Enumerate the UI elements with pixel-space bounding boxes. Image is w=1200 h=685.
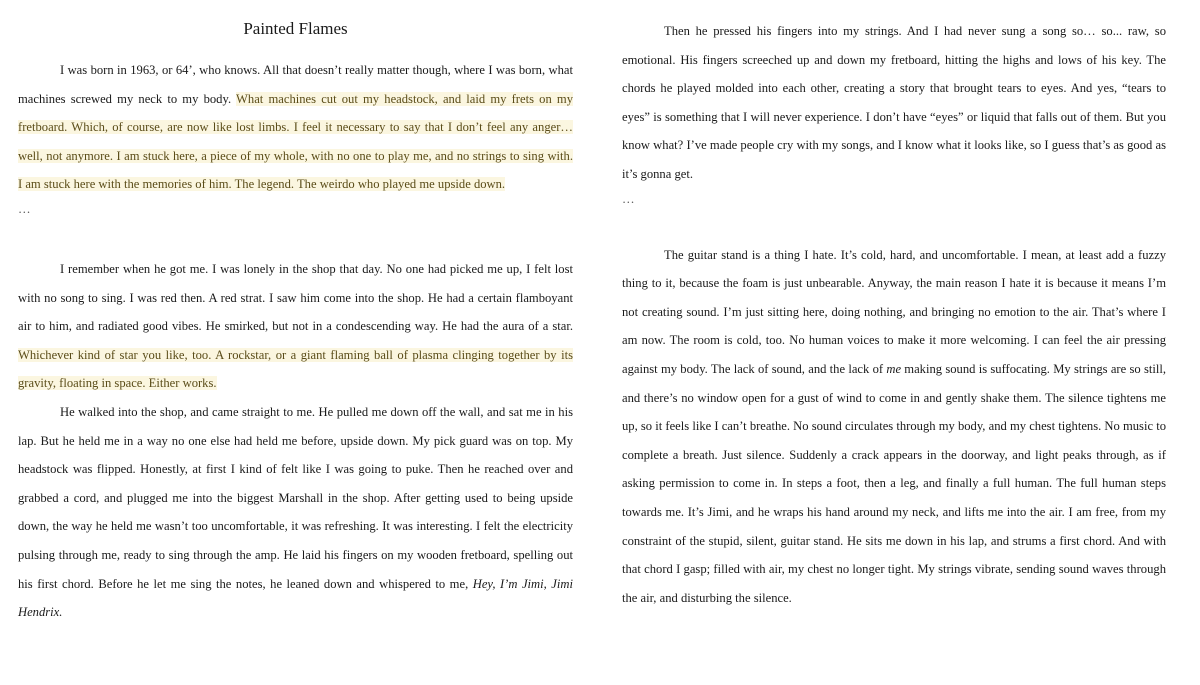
paragraph-2-highlight: Whichever kind of star you like, too. A rockstar, or a giant flaming ball of plasma clinging together by its gravity, floating in space. Either works. <box>18 347 573 391</box>
paragraph-1-highlight: What machines cut out my headstock, and laid my frets on my fretboard. Which, of course, are now like lost limbs. I feel it necessary to say that I don’t feel any anger…well, not anymore. I am stuck here, a piece of my whole, with no one to play me, and no strings to sing with. I am stuck here with the memories of him. The legend. The weirdo who played me upside down. <box>18 91 573 192</box>
paragraph-5 <box>622 241 1166 613</box>
paragraph-4: Then he pressed his fingers into my strings. And I had never sung a song so… so... raw, so emotional. His fingers screeched up and down my fretboard, hitting the highs and lows of his key. The chords he played molded into each other, creating a story that brought tears to eyes. And yes, “tears to eyes” is something that I will never experience. I don’t have “eyes” or liquid that falls out of them. But you know what? I’ve made people cry with my songs, and I know what it looks like, so I guess that’s as good as it’s gonna get. <box>622 24 1166 181</box>
paragraph-1-text: I was born in 1963, or 64’, who knows. All that doesn’t really matter though, where I was born, what machines screwed my neck to my body. <box>18 63 573 106</box>
paragraph-5-text-end: making sound is suffocating. My strings are so still, and there’s no window open for a gust of wind to come in and gently shake them. The silence tightens me up, so it feels like I can’t breathe. No sound circulates through my body, and my chest tightens. No music to complete a breath. Just silence. Suddenly a crack appears in the doorway, and light peaks through, as if asking permission to come in. In steps a foot, then a leg, and finally a full human. The full human steps towards me. It’s Jimi, and he wraps his hand around my neck, and lifts me into the air. I am free, from my constraint of the stupid, silent, guitar stand. He sits me down in his lap, and strums a first chord. And with that chord I gasp; filled with air, my chest no longer tight. My strings vibrate, sending sound waves through the air, and disturbing the silence. <box>622 361 1166 605</box>
paragraph-2-text: I remember when he got me. I was lonely in the shop that day. No one had picked me up, I felt lost with no song to sing. I was red then. A red strat. I saw him come into the shop. He had a certain flamboyant air to him, and radiated good vibes. He smirked, but not in a condescending way. He had the aura of a star. <box>18 261 573 334</box>
section-gap <box>18 219 573 255</box>
paragraph-3-text: He walked into the shop, and came straight to me. He pulled me down off the wall, and sat me in his lap. But he held me in a way no one else had held me before, upside down. My pick guard was on top. My headstock was flipped. Honestly, at first I kind of felt like I was going to puke. Then he reached over and grabbed a cord, and plugged me into the biggest Marshall in the shop. After getting used to being upside down, the way he held me wasn’t too uncomfortable, it was refreshing. It was interesting. I felt the electricity pulsing through me, ready to sing through the amp. He laid his fingers on my wooden fretboard, spelling out his first chord. Before he let me sing the notes, he leaned down and whispered to me, <box>18 404 573 591</box>
section-gap-right <box>622 209 1166 241</box>
left-page <box>18 0 573 627</box>
right-page <box>622 0 1166 612</box>
paragraph-3 <box>18 398 573 627</box>
paragraph-5-italic: me <box>886 361 902 376</box>
story-title: Painted Flames <box>243 19 348 38</box>
paragraph-5-text: The guitar stand is a thing I hate. It’s cold, hard, and uncomfortable. I mean, at least add a fuzzy thing to it, because the foam is just unbearable. Anyway, the main reason I hate it is because it means I’m not creating sound. I’m just sitting here, doing nothing, and bringing no emotion to the air. That’s where I am now. The room is cold, too. No human voices to make it more welcoming. I can feel the air pressing against my body. The lack of sound, and the lack of <box>622 247 1166 376</box>
section-separator-right: … <box>622 191 636 206</box>
paragraph-3-italic: Hey, I’m Jimi, Jimi Hendrix. <box>18 576 573 620</box>
section-separator: … <box>18 201 32 216</box>
paragraph-2 <box>18 255 573 398</box>
paragraph-1 <box>18 56 573 199</box>
